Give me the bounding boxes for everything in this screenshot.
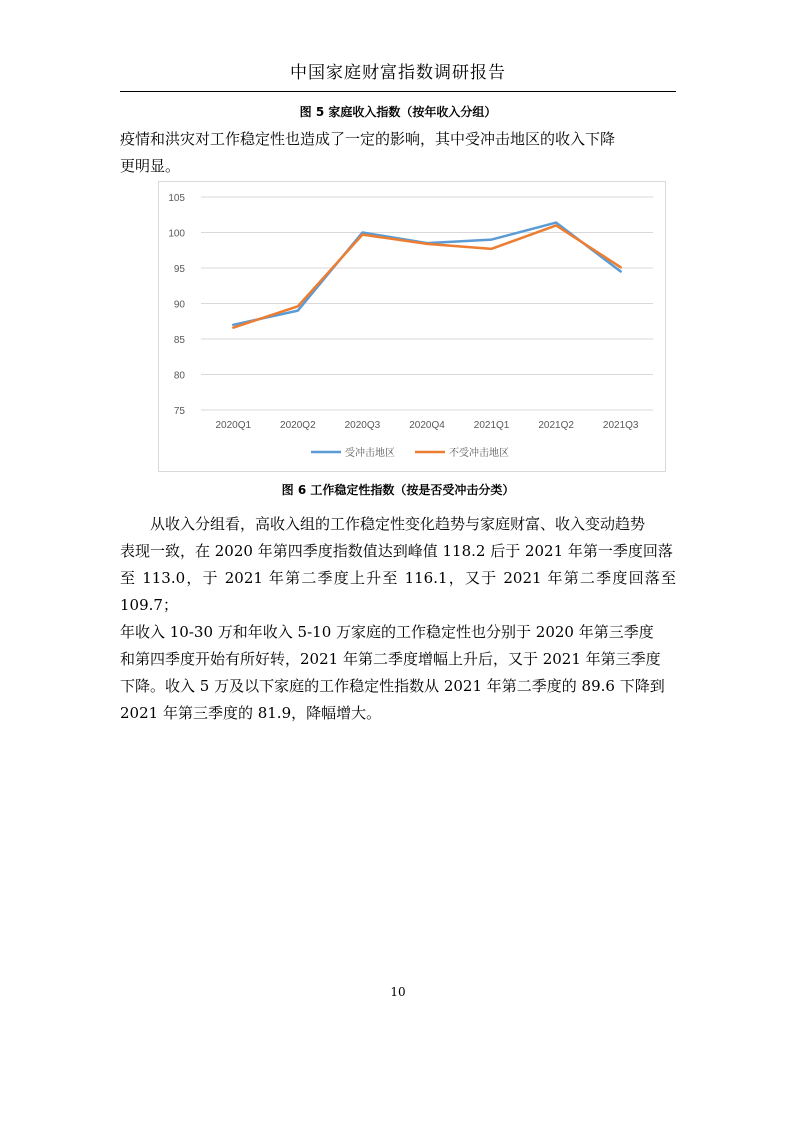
- figure-6-chart: [158, 181, 666, 472]
- y-tick-label: 80: [173, 370, 185, 382]
- figure-5-caption: 图 5 家庭收入指数（按年收入分组）: [299, 105, 497, 119]
- y-tick-label: 100: [168, 228, 185, 240]
- x-tick-label: 2020Q3: [344, 420, 381, 431]
- page-number: 10: [390, 985, 406, 999]
- x-tick-label: 2020Q4: [409, 420, 445, 431]
- figure-6-caption: 图 6 工作稳定性指数（按是否受冲击分类）: [281, 483, 515, 497]
- paragraph-2-line: 表现一致，在 2020 年第四季度指数值达到峰值 118.2 后于 2021 年第一季度回落: [120, 542, 673, 560]
- paragraph-2-line: 至 113.0，于 2021 年第二季度上升至 116.1，又于 2021 年第二季度回落至 109.7；: [120, 569, 676, 614]
- paragraph-2-line: 下降。收入 5 万及以下家庭的工作稳定性指数从 2021 年第二季度的 89.6 下降到: [120, 677, 665, 695]
- paragraph-2-line: 和第四季度开始有所好转，2021 年第二季度增幅上升后，又于 2021 年第三季度: [120, 650, 661, 668]
- paragraph-1-line: 更明显。: [120, 157, 181, 175]
- paragraph-2-line: 年收入 10-30 万和年收入 5-10 万家庭的工作稳定性也分别于 2020 年第三季度: [120, 623, 654, 641]
- x-tick-label: 2020Q1: [215, 420, 252, 431]
- legend-label: 受冲击地区: [345, 448, 395, 459]
- header-rule: [120, 91, 676, 92]
- y-tick-label: 95: [173, 264, 185, 275]
- paragraph-2-line: 2021 年第三季度的 81.9，降幅增大。: [120, 704, 382, 722]
- x-tick-label: 2021Q1: [473, 420, 510, 431]
- y-tick-label: 105: [168, 193, 185, 204]
- legend-label: 不受冲击地区: [449, 448, 509, 459]
- x-tick-label: 2021Q2: [538, 420, 574, 431]
- running-header: 中国家庭财富指数调研报告: [290, 63, 506, 83]
- y-tick-label: 90: [173, 299, 185, 311]
- line-chart: [159, 182, 665, 471]
- y-tick-label: 85: [173, 335, 185, 346]
- y-tick-label: 75: [173, 406, 185, 417]
- paragraph-2-line: 从收入分组看，高收入组的工作稳定性变化趋势与家庭财富、收入变动趋势: [150, 515, 646, 533]
- paragraph-1: [120, 126, 676, 180]
- paragraph-2: [120, 511, 676, 727]
- paragraph-1-line: 疫情和洪灾对工作稳定性也造成了一定的影响，其中受冲击地区的收入下降: [120, 130, 616, 148]
- x-tick-label: 2020Q2: [280, 420, 316, 431]
- x-tick-label: 2021Q3: [602, 420, 639, 431]
